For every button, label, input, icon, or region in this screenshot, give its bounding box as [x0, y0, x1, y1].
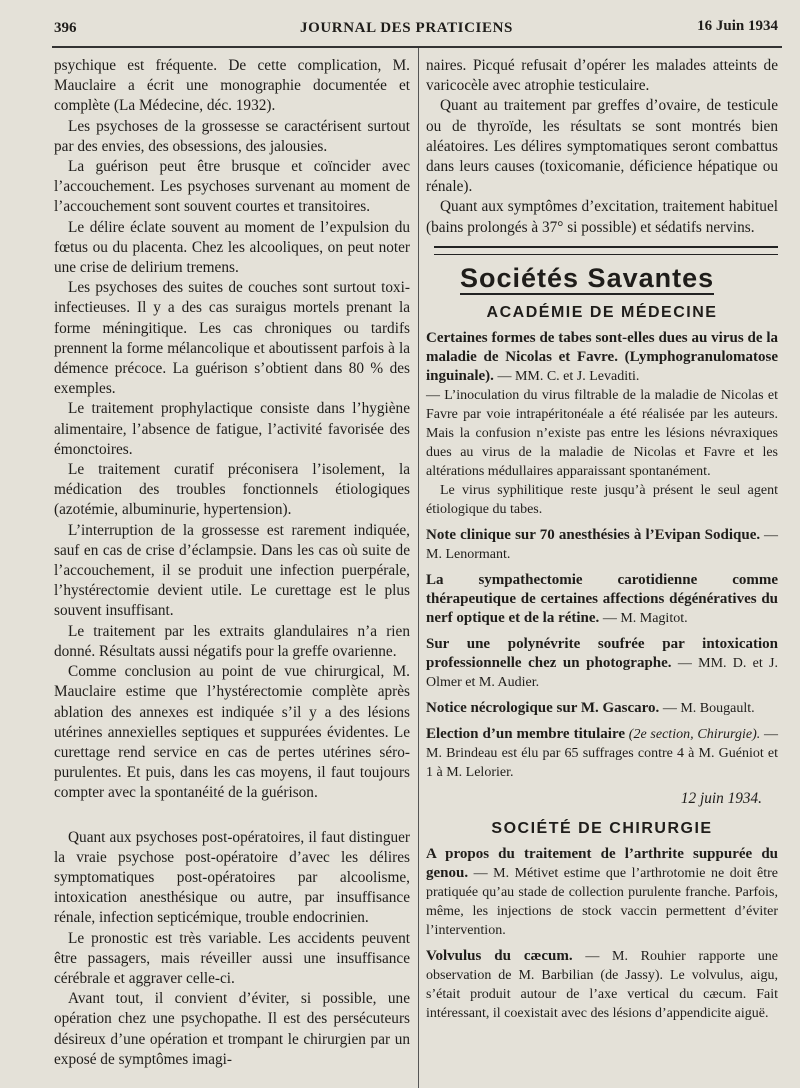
- report-entry: [426, 845, 778, 940]
- entry-section: (2e section, Chirurgie).: [628, 727, 761, 743]
- right-column: [426, 56, 778, 1030]
- spacer: [54, 804, 410, 828]
- entry-title: Volvulus du cæcum.: [426, 948, 573, 965]
- issue-date: 16 Juin 1934: [697, 18, 778, 34]
- paragraph: psychique est fréquente. De cette complication, M. Mauclaire a écrit une monographie documentée et complète (La Médecine, déc. 1932).: [54, 57, 410, 115]
- paragraph: Les psychoses des suites de couches sont surtout toxi-infectieuses. Il y a des cas suraigus mortels prenant la forme méningitique. Les cas chroniques ou tardifs prennent la forme mélancolique et aboutissent parfois à la démence précoce. La guérison s’obtient dans 80 % des exemples.: [54, 279, 410, 398]
- section-title: [460, 261, 778, 295]
- paragraph: Le traitement curatif préconisera l’isolement, la médication des troubles fonctionnels étiologiques (azotémie, albuminurie, hypertension).: [54, 461, 410, 519]
- section-title-text: Sociétés Savantes: [460, 262, 715, 293]
- entry-text: — M. Brindeau est élu par 65 suffrages contre 4 à M. Guéniot et 1 à M. Lelorier.: [426, 727, 779, 781]
- paragraph: Quant aux psychoses post-opératoires, il faut distinguer la vraie psychose post-opératoire d’avec les délires symptomatiques post-opératoires par alcoolisme, intoxication anesthésique ou autre, par insuffisance rénale, infection septicémique, trouble endocrinien.: [54, 828, 410, 927]
- entry-title: Election d’un membre titulaire: [426, 726, 625, 743]
- paragraph: La guérison peut être brusque et coïncider avec l’accouchement. Les psychoses survenant au moment de l’accouchement sont souvent courtes et transitoires.: [54, 158, 410, 216]
- left-column: [54, 56, 410, 1070]
- paragraph: naires. Picqué refusait d’opérer les malades atteints de varicocèle avec atrophie testiculaire.: [426, 57, 778, 95]
- paragraph: Le pronostic est très variable. Les accidents peuvent être passagers, mais réveiller aussi une insuffisance cérébrale et aggraver celle-ci.: [54, 929, 410, 987]
- entry-authors: — MM. C. et J. Levaditi.: [497, 369, 640, 385]
- session-date: 12 juin 1934.: [680, 790, 762, 808]
- paragraph: Les psychoses de la grossesse se caractérisent surtout par des envies, des obsessions, des jalousies.: [54, 117, 410, 155]
- paragraph: L’interruption de la grossesse est rarement indiquée, sauf en cas de crise d’éclampsie. Dans les cas où suite de l’accouchement, il se produit une infection puerpérale, l’hystérectomie devient utile. Le curettage est le plus souvent insuffisant.: [54, 521, 410, 620]
- academie-heading: ACADÉMIE DE MÉDECINE: [486, 303, 718, 321]
- report-entry: [426, 526, 778, 564]
- chirurgie-heading: SOCIÉTÉ DE CHIRURGIE: [491, 820, 713, 838]
- report-entry: [426, 947, 778, 1023]
- column-divider: [418, 48, 419, 1088]
- report-entry: [426, 725, 778, 782]
- entry-authors: — MM. D. et J. Olmer et M. Audier.: [426, 656, 778, 691]
- entry-text: — M. Rouhier rapporte une observation de M. Barbilian (de Jassy). Le volvulus, aigu, s’était produit autour de l’axe vertical du cæcum. Fait intéressant, il coexistait avec des lésions d’appendicite aiguë.: [426, 949, 779, 1022]
- entry-text: — M. Métivet estime que l’arthrotomie ne doit être pratiquée qu’au stade de collection purulente franche. Parfois, même, les injections de stock vaccin permettent d’éviter l’intervention.: [426, 866, 779, 939]
- paragraph: Le délire éclate souvent au moment de l’expulsion du fœtus ou du placenta. Chez les alcooliques, on peut noter une crise de delirium tremens.: [54, 218, 410, 277]
- paragraph: Comme conclusion au point de vue chirurgical, M. Mauclaire estime que l’hystérectomie complète après ablation des annexes est indiquée s’il y a des lésions utérines annexielles septiques et suppurées évidentes. Le curettage rend service en cas de pertes utérines séro-purulentes. Et puis, dans les cas moyens, il faut toujours compter avec la spontanéité de la guérison.: [54, 663, 410, 802]
- entry-title: Note clinique sur 70 anesthésies à l’Evipan Sodique.: [426, 527, 761, 544]
- header-rule: [52, 46, 782, 48]
- report-entry: [426, 571, 778, 628]
- page-header: [0, 0, 800, 45]
- page-number: 396: [54, 20, 77, 36]
- report-entry: [426, 635, 778, 692]
- entry-title: Sur une polynévrite soufrée par intoxication professionnelle chez un photographe.: [426, 636, 778, 672]
- paragraph: Le traitement par les extraits glandulaires n’a rien donné. Résultats aussi négatifs pour la greffe ovarienne.: [54, 622, 410, 660]
- journal-title: JOURNAL DES PRATICIENS: [300, 20, 513, 36]
- entry-text: Le virus syphilitique reste jusqu’à présent le seul agent étiologique du tabes.: [426, 483, 778, 518]
- entry-authors: — M. Bougault.: [662, 701, 755, 717]
- entry-authors: — M. Magitot.: [602, 611, 688, 627]
- entry-authors: — M. Lenormant.: [426, 528, 778, 563]
- paragraph: Le traitement prophylactique consiste dans l’hygiène alimentaire, l’absence de fatigue, l’activité favorisée des émonctoires.: [54, 400, 410, 458]
- paragraph: Avant tout, il convient d’éviter, si possible, une opération chez une psychopathe. Il est des persécuteurs désireux d’une opération et trompant le chirurgien par un exposé de symptômes imagi-: [54, 990, 410, 1068]
- report-entry: [426, 329, 778, 519]
- entry-text: — L’inoculation du virus filtrable de la maladie de Nicolas et Favre par voie intrapéritonéale a été réalisée par les auteurs. Mais la confusion n’existe pas entre les lésions névraxiques dues au virus de la maladie de Nicolas et Favre et les altérations médullaires apparaissant spontanément.: [426, 388, 778, 480]
- entry-title: Notice nécrologique sur M. Gascaro.: [426, 700, 660, 717]
- paragraph: Quant aux symptômes d’excitation, traitement habituel (bains prolongés à 37° si possible) et sédatifs nervins.: [426, 198, 778, 236]
- entry-title: Certaines formes de tabes sont-elles dues au virus de la maladie de Nicolas et Favre. (Lymphogranulomatose inguinale).: [426, 330, 778, 385]
- report-entry: [426, 699, 778, 718]
- section-rule: [434, 246, 778, 255]
- paragraph: Quant au traitement par greffes d’ovaire, de testicule ou de thyroïde, les résultats se sont montrés bien aléatoires. Les délires symptomatiques seront combattus dans leurs causes (toxicomanie, déficience hépatique ou rénale).: [426, 97, 778, 196]
- entry-title: A propos du traitement de l’arthrite suppurée du genou.: [426, 846, 778, 882]
- entry-title: La sympathectomie carotidienne comme thérapeutique de certaines affections dégénératives du nerf optique et de la rétine.: [426, 572, 778, 627]
